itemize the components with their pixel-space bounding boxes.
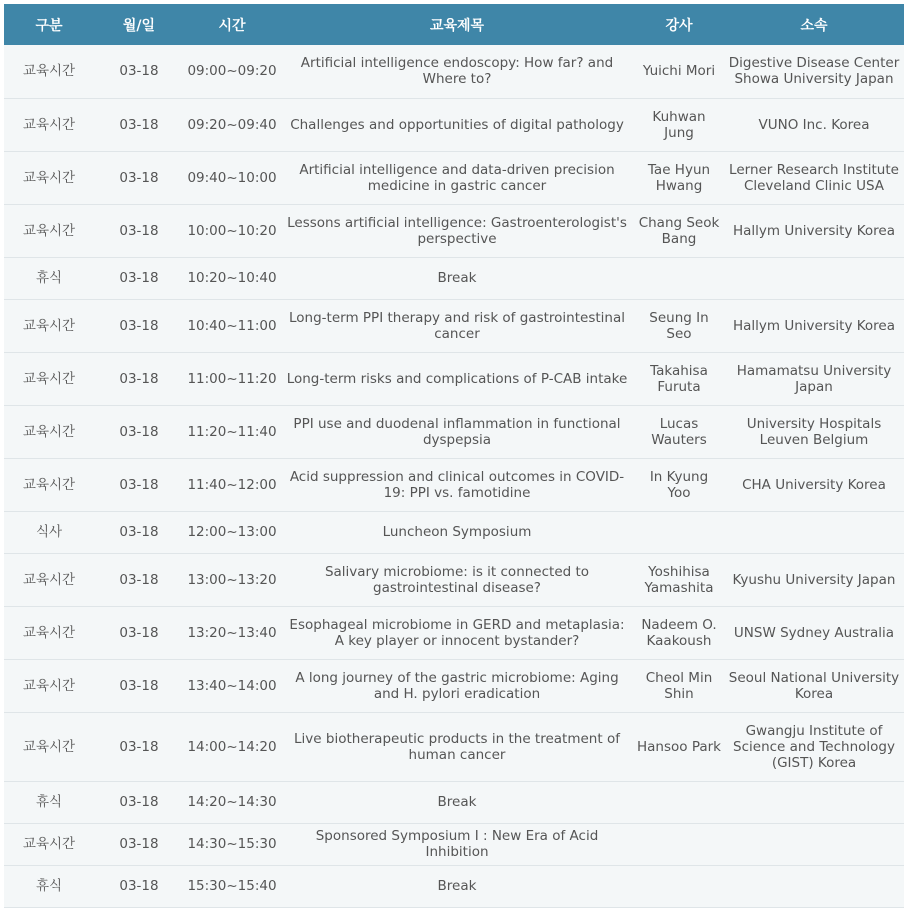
category-cell: 휴식 [4,865,94,907]
date-cell: 03-18 [94,98,184,151]
speaker-cell: Nadeem O. Kaakoush [634,606,724,659]
category-cell: 교육시간 [4,712,94,781]
table-row [4,511,904,553]
affiliation-cell [724,781,904,823]
date-cell: 03-18 [94,823,184,865]
time-cell: 09:20~09:40 [184,98,280,151]
date-cell: 03-18 [94,204,184,257]
table-body [4,45,904,907]
time-cell: 13:20~13:40 [184,606,280,659]
title-cell: Sponsored Symposium I : New Era of Acid Inhibition [280,823,634,865]
time-cell: 09:00~09:20 [184,45,280,98]
affiliation-cell: Digestive Disease Center Showa University Japan [724,45,904,98]
title-cell: Artificial intelligence endoscopy: How far? and Where to? [280,45,634,98]
category-cell: 휴식 [4,781,94,823]
table-row [4,151,904,204]
table-row [4,257,904,299]
affiliation-cell: Seoul National University Korea [724,659,904,712]
title-cell: Live biotherapeutic products in the treatment of human cancer [280,712,634,781]
table-row [4,458,904,511]
speaker-cell [634,257,724,299]
time-cell: 13:00~13:20 [184,553,280,606]
header-category: 구분 [4,4,94,45]
time-cell: 14:20~14:30 [184,781,280,823]
title-cell: Esophageal microbiome in GERD and metaplasia: A key player or innocent bystander? [280,606,634,659]
speaker-cell: Takahisa Furuta [634,352,724,405]
speaker-cell: In Kyung Yoo [634,458,724,511]
category-cell: 식사 [4,511,94,553]
time-cell: 10:00~10:20 [184,204,280,257]
title-cell: Lessons artificial intelligence: Gastroenterologist's perspective [280,204,634,257]
header-speaker: 강사 [634,4,724,45]
title-cell: Break [280,865,634,907]
header-title: 교육제목 [280,4,634,45]
date-cell: 03-18 [94,553,184,606]
title-cell: Salivary microbiome: is it connected to gastrointestinal disease? [280,553,634,606]
date-cell: 03-18 [94,299,184,352]
speaker-cell [634,823,724,865]
affiliation-cell: Lerner Research Institute Cleveland Clinic USA [724,151,904,204]
affiliation-cell: Hamamatsu University Japan [724,352,904,405]
affiliation-cell: CHA University Korea [724,458,904,511]
date-cell: 03-18 [94,781,184,823]
date-cell: 03-18 [94,352,184,405]
time-cell: 14:00~14:20 [184,712,280,781]
speaker-cell [634,511,724,553]
date-cell: 03-18 [94,458,184,511]
date-cell: 03-18 [94,865,184,907]
category-cell: 교육시간 [4,823,94,865]
speaker-cell: Cheol Min Shin [634,659,724,712]
category-cell: 교육시간 [4,553,94,606]
header-time: 시간 [184,4,280,45]
date-cell: 03-18 [94,45,184,98]
affiliation-cell [724,865,904,907]
table-row [4,865,904,907]
time-cell: 09:40~10:00 [184,151,280,204]
time-cell: 12:00~13:00 [184,511,280,553]
title-cell: PPI use and duodenal inflammation in functional dyspepsia [280,405,634,458]
date-cell: 03-18 [94,606,184,659]
affiliation-cell [724,511,904,553]
schedule-table [4,4,904,908]
table-row [4,45,904,98]
title-cell: Artificial intelligence and data-driven precision medicine in gastric cancer [280,151,634,204]
table-row [4,553,904,606]
category-cell: 교육시간 [4,299,94,352]
speaker-cell: Chang Seok Bang [634,204,724,257]
date-cell: 03-18 [94,712,184,781]
speaker-cell: Lucas Wauters [634,405,724,458]
date-cell: 03-18 [94,659,184,712]
affiliation-cell: University Hospitals Leuven Belgium [724,405,904,458]
speaker-cell [634,781,724,823]
table-row [4,606,904,659]
table-row [4,299,904,352]
category-cell: 교육시간 [4,405,94,458]
category-cell: 교육시간 [4,45,94,98]
table-row [4,352,904,405]
category-cell: 교육시간 [4,151,94,204]
affiliation-cell [724,257,904,299]
category-cell: 교육시간 [4,352,94,405]
time-cell: 15:30~15:40 [184,865,280,907]
category-cell: 교육시간 [4,98,94,151]
category-cell: 휴식 [4,257,94,299]
title-cell: Acid suppression and clinical outcomes in COVID-19: PPI vs. famotidine [280,458,634,511]
title-cell: Break [280,257,634,299]
table-row [4,823,904,865]
title-cell: Luncheon Symposium [280,511,634,553]
speaker-cell: Seung In Seo [634,299,724,352]
category-cell: 교육시간 [4,204,94,257]
table-header [4,4,904,45]
header-date: 월/일 [94,4,184,45]
speaker-cell: Yoshihisa Yamashita [634,553,724,606]
table-row [4,659,904,712]
category-cell: 교육시간 [4,606,94,659]
affiliation-cell: Kyushu University Japan [724,553,904,606]
title-cell: Long-term risks and complications of P-CAB intake [280,352,634,405]
table-row [4,204,904,257]
affiliation-cell: UNSW Sydney Australia [724,606,904,659]
time-cell: 13:40~14:00 [184,659,280,712]
title-cell: Challenges and opportunities of digital pathology [280,98,634,151]
title-cell: A long journey of the gastric microbiome: Aging and H. pylori eradication [280,659,634,712]
speaker-cell [634,865,724,907]
title-cell: Long-term PPI therapy and risk of gastrointestinal cancer [280,299,634,352]
table-row [4,712,904,781]
speaker-cell: Hansoo Park [634,712,724,781]
time-cell: 11:40~12:00 [184,458,280,511]
header-row [4,4,904,45]
affiliation-cell: Hallym University Korea [724,204,904,257]
category-cell: 교육시간 [4,458,94,511]
schedule-container [4,4,904,908]
speaker-cell: Yuichi Mori [634,45,724,98]
header-affiliation: 소속 [724,4,904,45]
date-cell: 03-18 [94,511,184,553]
title-cell: Break [280,781,634,823]
time-cell: 14:30~15:30 [184,823,280,865]
speaker-cell: Kuhwan Jung [634,98,724,151]
time-cell: 11:00~11:20 [184,352,280,405]
time-cell: 10:40~11:00 [184,299,280,352]
time-cell: 10:20~10:40 [184,257,280,299]
date-cell: 03-18 [94,405,184,458]
table-row [4,405,904,458]
speaker-cell: Tae Hyun Hwang [634,151,724,204]
affiliation-cell [724,823,904,865]
affiliation-cell: Hallym University Korea [724,299,904,352]
time-cell: 11:20~11:40 [184,405,280,458]
table-row [4,98,904,151]
table-row [4,781,904,823]
affiliation-cell: Gwangju Institute of Science and Technology (GIST) Korea [724,712,904,781]
date-cell: 03-18 [94,151,184,204]
affiliation-cell: VUNO Inc. Korea [724,98,904,151]
category-cell: 교육시간 [4,659,94,712]
date-cell: 03-18 [94,257,184,299]
